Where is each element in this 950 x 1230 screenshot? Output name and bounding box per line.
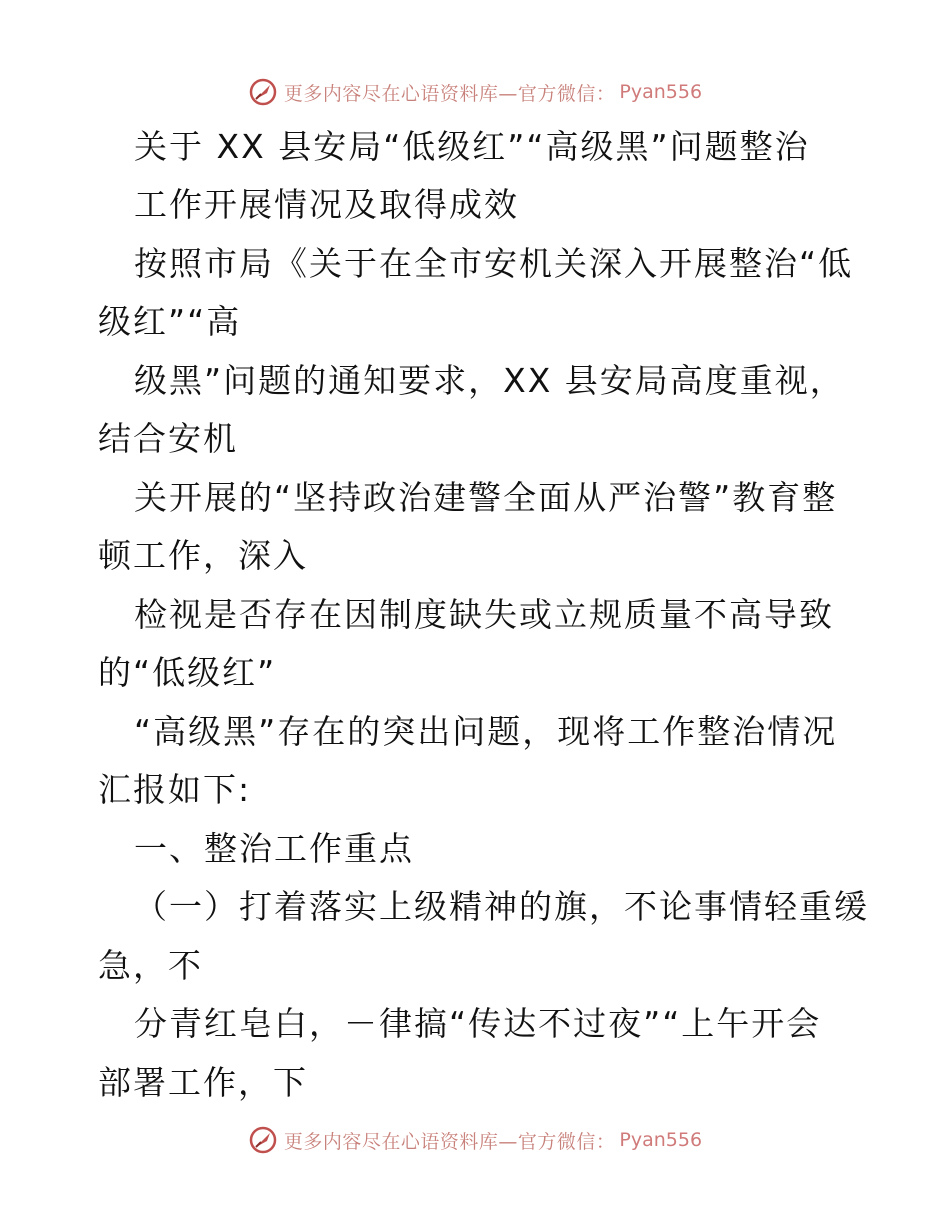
quill-logo-icon	[248, 77, 278, 107]
paragraph-line: 级黑”问题的通知要求，XX 县安局高度重视，	[134, 361, 845, 400]
paragraph-line: 结合安机	[98, 419, 238, 458]
title-line-1: 关于 XX 县安局“低级红”“高级黑”问题整治	[134, 127, 810, 166]
paragraph-line: 汇报如下:	[98, 770, 252, 809]
paragraph-line: （一）打着落实上级精神的旗，不论事情轻重缓	[134, 887, 869, 926]
paragraph-line: 分青红皂白，－律搞“传达不过夜”“上午开会	[134, 1004, 822, 1043]
watermark-text: 更多内容尽在心语资料库—官方微信：	[283, 1130, 616, 1153]
watermark-text: 更多内容尽在心语资料库—官方微信：	[283, 82, 616, 105]
section-heading: 一、整治工作重点	[134, 829, 414, 868]
paragraph-line: 关开展的“坚持政治建警全面从严治警”教育整	[134, 478, 838, 517]
title-line-2: 工作开展情况及取得成效	[134, 185, 519, 224]
paragraph-line: 检视是否存在因制度缺失或立规质量不高导致	[134, 595, 834, 634]
paragraph-line: 的“低级红”	[98, 653, 277, 692]
paragraph-line: 按照市局《关于在全市安机关深入开展整治“低	[134, 244, 854, 283]
quill-logo-icon	[248, 1125, 278, 1155]
header-watermark	[0, 72, 950, 112]
watermark-wechat-id: Pyan556	[619, 81, 703, 103]
paragraph-line: 急，不	[98, 946, 203, 985]
paragraph-line: 顿工作，深入	[98, 536, 308, 575]
paragraph-line: 级红”“高	[98, 302, 242, 341]
paragraph-line: “高级黑”存在的突出问题，现将工作整治情况	[134, 712, 838, 751]
watermark-wechat-id: Pyan556	[619, 1129, 703, 1151]
paragraph-line: 部署工作，下	[98, 1063, 308, 1102]
footer-watermark	[0, 1120, 950, 1160]
